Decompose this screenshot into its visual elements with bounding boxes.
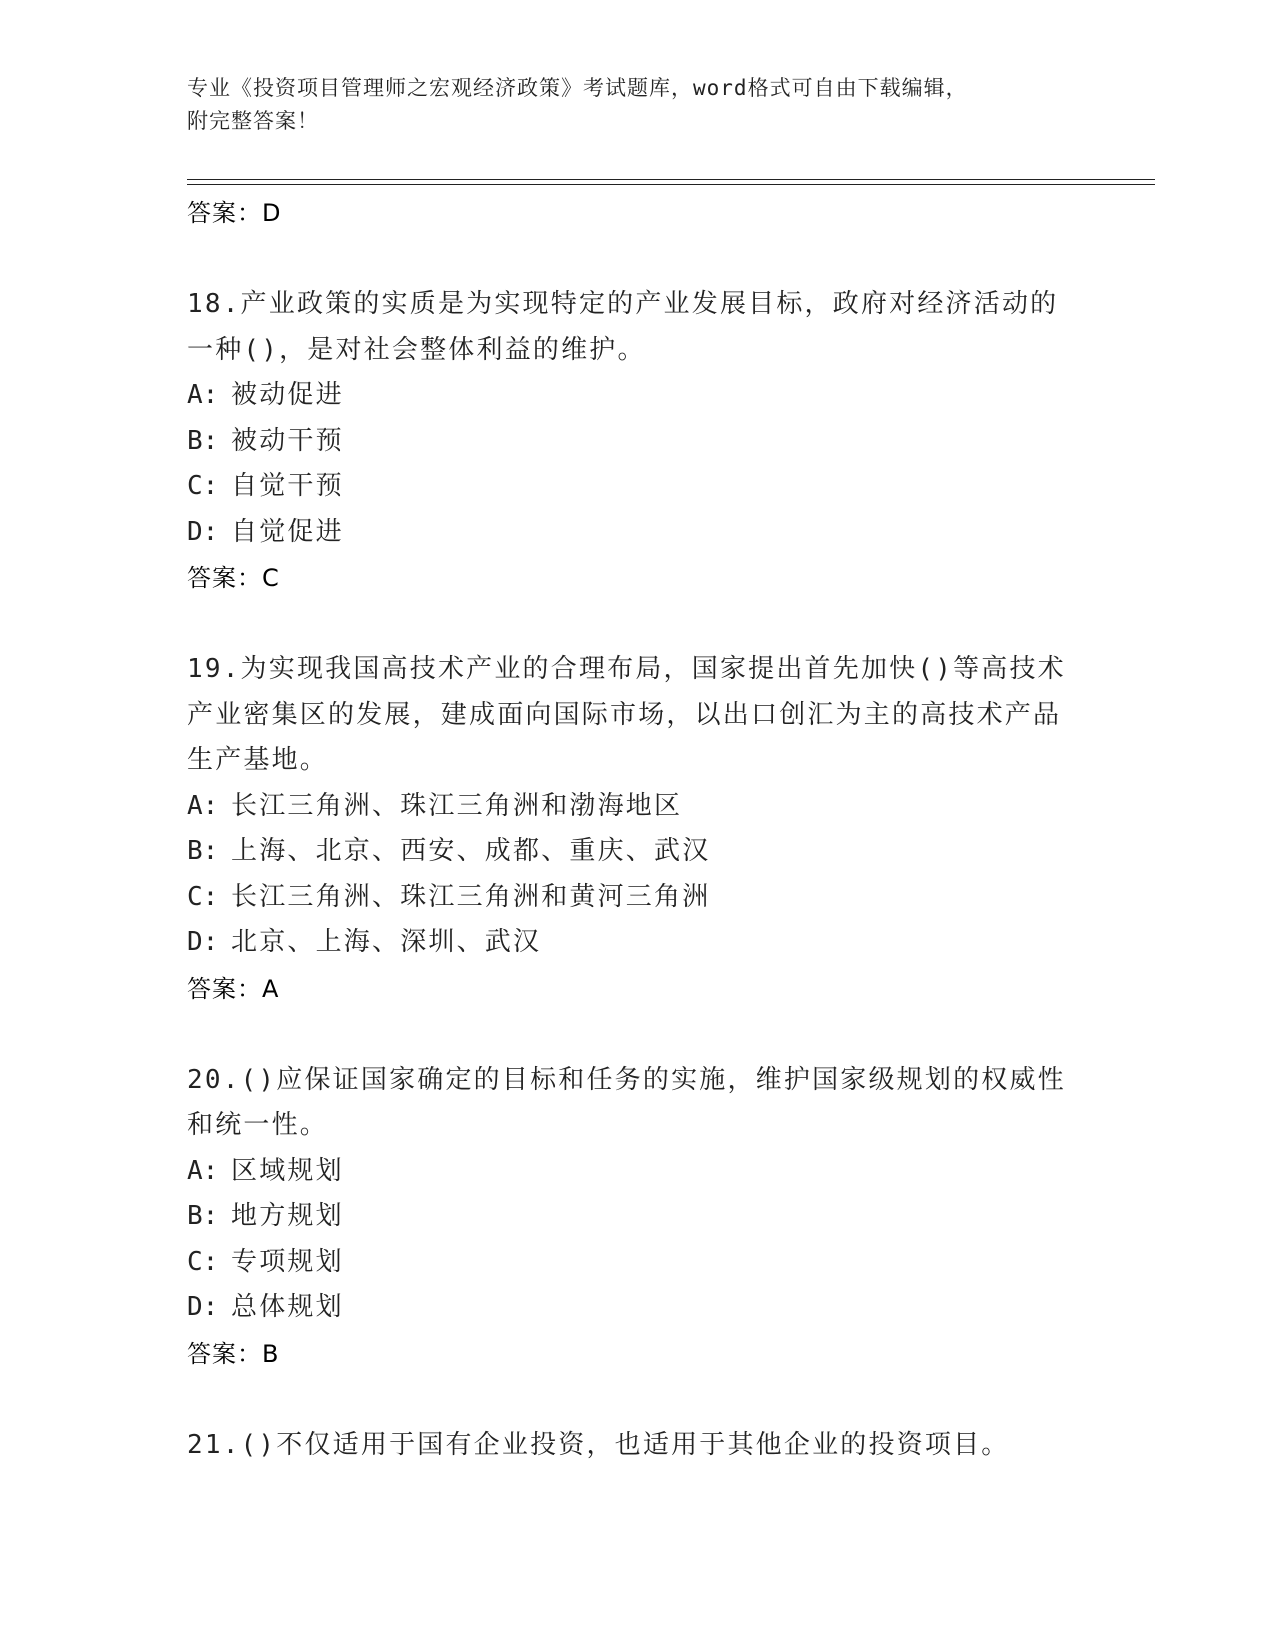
option-b xyxy=(187,1194,1087,1240)
option-letter: C: xyxy=(187,1246,219,1277)
option-a xyxy=(187,784,1087,830)
question-19 xyxy=(187,647,1087,1012)
option-letter: A: xyxy=(187,1155,219,1186)
answer: 答案：A xyxy=(187,974,280,1003)
question-21 xyxy=(187,1423,1087,1469)
option-letter: A: xyxy=(187,790,219,821)
option-c xyxy=(187,464,1087,510)
previous-answer: 答案：D xyxy=(187,199,282,227)
option-c xyxy=(187,875,1087,921)
question-text: 20.()应保证国家确定的目标和任务的实施，维护国家级规划的权威性和统一性。 xyxy=(187,1064,1066,1140)
option-text: 专项规划 xyxy=(231,1246,344,1277)
option-letter: C: xyxy=(187,881,219,912)
answer: 答案：C xyxy=(187,564,280,592)
header-line-2: 附完整答案！ xyxy=(187,109,319,133)
option-letter: B: xyxy=(187,425,219,456)
option-d xyxy=(187,1285,1087,1331)
question-18 xyxy=(187,282,1087,601)
question-text: 19.为实现我国高技术产业的合理布局，国家提出首先加快()等高技术产业密集区的发展，建成面向国际市场，以出口创汇为主的高技术产品生产基地。 xyxy=(187,654,1066,775)
option-a xyxy=(187,1149,1087,1195)
option-letter: B: xyxy=(187,836,219,866)
option-text: 自觉干预 xyxy=(231,471,344,501)
question-20 xyxy=(187,1058,1087,1377)
option-letter: B: xyxy=(187,1201,219,1231)
option-letter: D: xyxy=(187,1292,219,1322)
option-text: 自觉促进 xyxy=(231,516,344,547)
answer: 答案：B xyxy=(187,1339,280,1368)
option-b xyxy=(187,829,1087,875)
option-text: 被动促进 xyxy=(231,380,344,410)
option-letter: A: xyxy=(187,380,219,410)
option-text: 总体规划 xyxy=(231,1292,344,1322)
option-text: 地方规划 xyxy=(231,1201,344,1231)
option-text: 区域规划 xyxy=(231,1155,344,1186)
option-a xyxy=(187,373,1087,419)
header-divider-top xyxy=(187,179,1155,180)
question-text: 18.产业政策的实质是为实现特定的产业发展目标，政府对经济活动的一种()，是对社会整体利益的维护。 xyxy=(187,289,1059,365)
option-d xyxy=(187,510,1087,556)
option-c xyxy=(187,1240,1087,1286)
option-letter: C: xyxy=(187,471,219,501)
option-letter: D: xyxy=(187,516,219,547)
document-header xyxy=(187,72,1067,138)
header-line-1: 专业《投资项目管理师之宏观经济政策》考试题库，word格式可自由下载编辑， xyxy=(187,76,968,100)
option-text: 长江三角洲、珠江三角洲和黄河三角洲 xyxy=(231,881,711,912)
option-b xyxy=(187,419,1087,465)
question-list xyxy=(187,190,1087,1468)
option-letter: D: xyxy=(187,927,219,957)
header-divider-bottom xyxy=(187,184,1155,185)
question-text: 21.()不仅适用于国有企业投资，也适用于其他企业的投资项目。 xyxy=(187,1429,1010,1460)
option-text: 被动干预 xyxy=(231,425,344,456)
option-text: 上海、北京、西安、成都、重庆、武汉 xyxy=(231,836,711,866)
option-text: 北京、上海、深圳、武汉 xyxy=(231,927,542,957)
option-text: 长江三角洲、珠江三角洲和渤海地区 xyxy=(231,790,683,821)
option-d xyxy=(187,920,1087,966)
